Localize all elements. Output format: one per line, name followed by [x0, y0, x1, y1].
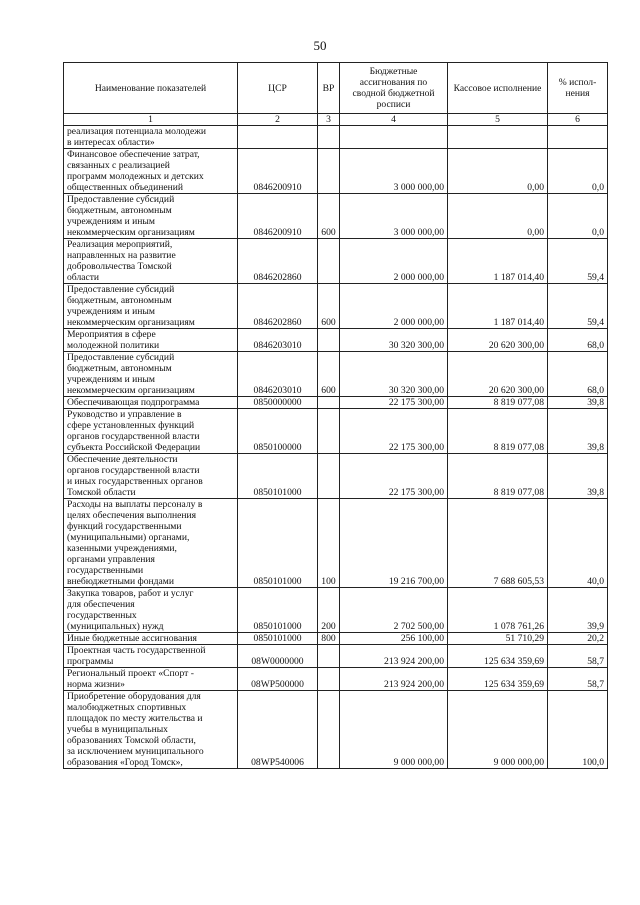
cell-vr — [318, 397, 340, 409]
table-body — [64, 126, 608, 769]
cell-csr: 0846202860 — [238, 284, 318, 329]
cell-vr — [318, 454, 340, 499]
cell-csr: 0846203010 — [238, 329, 318, 352]
cell-vr: 600 — [318, 352, 340, 397]
cell-name: Руководство и управление в сфере установленных функций органов государственной власти субъекта Российской Федерации — [64, 409, 238, 454]
header-vr: ВР — [318, 63, 340, 114]
cell-percent: 58,7 — [548, 645, 608, 668]
table-row — [64, 194, 608, 239]
page-number: 50 — [313, 38, 327, 53]
cell-percent: 39,9 — [548, 588, 608, 633]
cell-cash: 20 620 300,00 — [448, 352, 548, 397]
cell-cash: 1 078 761,26 — [448, 588, 548, 633]
cell-csr: 0850000000 — [238, 397, 318, 409]
table-row — [64, 239, 608, 284]
cell-csr: 08WP540006 — [238, 691, 318, 769]
cell-cash: 125 634 359,69 — [448, 645, 548, 668]
cell-cash: 1 187 014,40 — [448, 239, 548, 284]
cell-percent: 39,8 — [548, 454, 608, 499]
cell-budget: 2 702 500,00 — [340, 588, 448, 633]
cell-name: Расходы на выплаты персоналу в целях обеспечения выполнения функций государственными (муниципальными) органами, казенными учреждениями, органами управления государственными внебюджетными фондами — [64, 499, 238, 588]
cell-percent: 39,8 — [548, 409, 608, 454]
header-name: Наименование показателей — [64, 63, 238, 114]
cell-percent: 39,8 — [548, 397, 608, 409]
cell-cash: 1 187 014,40 — [448, 284, 548, 329]
header-cash: Кассовое исполнение — [448, 63, 548, 114]
column-number-row — [64, 114, 608, 126]
cell-cash: 7 688 605,53 — [448, 499, 548, 588]
cell-vr — [318, 329, 340, 352]
cell-vr — [318, 409, 340, 454]
cell-cash: 0,00 — [448, 194, 548, 239]
cell-vr — [318, 691, 340, 769]
table-row — [64, 409, 608, 454]
table-row — [64, 284, 608, 329]
cell-csr: 0850101000 — [238, 499, 318, 588]
table-row — [64, 149, 608, 194]
cell-vr — [318, 126, 340, 149]
cell-csr: 0850101000 — [238, 454, 318, 499]
cell-name: Финансовое обеспечение затрат, связанных с реализацией программ молодежных и детских общественных объединений — [64, 149, 238, 194]
cell-budget — [340, 126, 448, 149]
cell-percent: 100,0 — [548, 691, 608, 769]
cell-vr — [318, 239, 340, 284]
column-number: 2 — [238, 114, 318, 126]
cell-csr: 0846200910 — [238, 149, 318, 194]
table-row — [64, 633, 608, 645]
cell-name: Проектная часть государственной программы — [64, 645, 238, 668]
table-row — [64, 645, 608, 668]
cell-percent: 0,0 — [548, 194, 608, 239]
cell-percent: 40,0 — [548, 499, 608, 588]
cell-percent: 68,0 — [548, 329, 608, 352]
cell-cash: 9 000 000,00 — [448, 691, 548, 769]
cell-csr: 08W0000000 — [238, 645, 318, 668]
cell-cash: 8 819 077,08 — [448, 397, 548, 409]
cell-name: Мероприятия в сфере молодежной политики — [64, 329, 238, 352]
cell-budget: 3 000 000,00 — [340, 149, 448, 194]
cell-budget: 2 000 000,00 — [340, 239, 448, 284]
cell-vr — [318, 668, 340, 691]
cell-name: Приобретение оборудования для малобюджетных спортивных площадок по месту жительства и учебы в муниципальных образованиях Томской области, за исключением муниципального образования «Город Томск», — [64, 691, 238, 769]
cell-cash: 125 634 359,69 — [448, 668, 548, 691]
cell-csr: 08WP500000 — [238, 668, 318, 691]
cell-budget: 3 000 000,00 — [340, 194, 448, 239]
cell-budget: 30 320 300,00 — [340, 352, 448, 397]
cell-name: Предоставление субсидий бюджетным, автономным учреждениям и иным некоммерческим организациям — [64, 194, 238, 239]
header-percent: % испол-нения — [548, 63, 608, 114]
cell-budget: 2 000 000,00 — [340, 284, 448, 329]
header-budget: Бюджетные ассигнования по сводной бюджетной росписи — [340, 63, 448, 114]
column-number: 1 — [64, 114, 238, 126]
cell-csr: 0846202860 — [238, 239, 318, 284]
column-number: 4 — [340, 114, 448, 126]
cell-budget: 256 100,00 — [340, 633, 448, 645]
cell-percent: 59,4 — [548, 239, 608, 284]
cell-cash: 20 620 300,00 — [448, 329, 548, 352]
table-row — [64, 329, 608, 352]
table-row — [64, 126, 608, 149]
table-row — [64, 691, 608, 769]
cell-vr: 100 — [318, 499, 340, 588]
column-number: 5 — [448, 114, 548, 126]
budget-table — [63, 62, 608, 769]
cell-name: Региональный проект «Спорт - норма жизни» — [64, 668, 238, 691]
cell-csr: 0850101000 — [238, 588, 318, 633]
cell-vr: 600 — [318, 284, 340, 329]
cell-name: Реализация мероприятий, направленных на развитие добровольчества Томской области — [64, 239, 238, 284]
cell-csr: 0850101000 — [238, 633, 318, 645]
table-row — [64, 454, 608, 499]
cell-percent: 68,0 — [548, 352, 608, 397]
cell-budget: 213 924 200,00 — [340, 645, 448, 668]
cell-budget: 22 175 300,00 — [340, 397, 448, 409]
cell-name: Предоставление субсидий бюджетным, автономным учреждениям и иным некоммерческим организациям — [64, 352, 238, 397]
cell-percent: 59,4 — [548, 284, 608, 329]
cell-name: Обеспечение деятельности органов государственной власти и иных государственных органов Томской области — [64, 454, 238, 499]
cell-vr: 800 — [318, 633, 340, 645]
cell-budget: 9 000 000,00 — [340, 691, 448, 769]
table-row — [64, 397, 608, 409]
cell-budget: 30 320 300,00 — [340, 329, 448, 352]
cell-vr: 200 — [318, 588, 340, 633]
cell-csr: 0850100000 — [238, 409, 318, 454]
cell-name: Обеспечивающая подпрограмма — [64, 397, 238, 409]
cell-budget: 19 216 700,00 — [340, 499, 448, 588]
cell-budget: 22 175 300,00 — [340, 409, 448, 454]
cell-budget: 213 924 200,00 — [340, 668, 448, 691]
cell-cash: 8 819 077,08 — [448, 454, 548, 499]
table-header-row — [64, 63, 608, 114]
cell-name: Закупка товаров, работ и услуг для обеспечения государственных (муниципальных) нужд — [64, 588, 238, 633]
cell-name: Предоставление субсидий бюджетным, автономным учреждениям и иным некоммерческим организациям — [64, 284, 238, 329]
cell-percent: 0,0 — [548, 149, 608, 194]
cell-cash: 0,00 — [448, 149, 548, 194]
cell-vr — [318, 645, 340, 668]
cell-cash: 51 710,29 — [448, 633, 548, 645]
cell-csr: 0846200910 — [238, 194, 318, 239]
cell-vr — [318, 149, 340, 194]
cell-csr — [238, 126, 318, 149]
table-row — [64, 499, 608, 588]
table-row — [64, 588, 608, 633]
cell-percent — [548, 126, 608, 149]
table-row — [64, 668, 608, 691]
column-number: 6 — [548, 114, 608, 126]
cell-name: реализация потенциала молодежи в интересах области» — [64, 126, 238, 149]
cell-name: Иные бюджетные ассигнования — [64, 633, 238, 645]
cell-csr: 0846203010 — [238, 352, 318, 397]
cell-cash: 8 819 077,08 — [448, 409, 548, 454]
cell-budget: 22 175 300,00 — [340, 454, 448, 499]
cell-percent: 58,7 — [548, 668, 608, 691]
cell-vr: 600 — [318, 194, 340, 239]
table-row — [64, 352, 608, 397]
cell-percent: 20,2 — [548, 633, 608, 645]
header-csr: ЦСР — [238, 63, 318, 114]
cell-cash — [448, 126, 548, 149]
column-number: 3 — [318, 114, 340, 126]
